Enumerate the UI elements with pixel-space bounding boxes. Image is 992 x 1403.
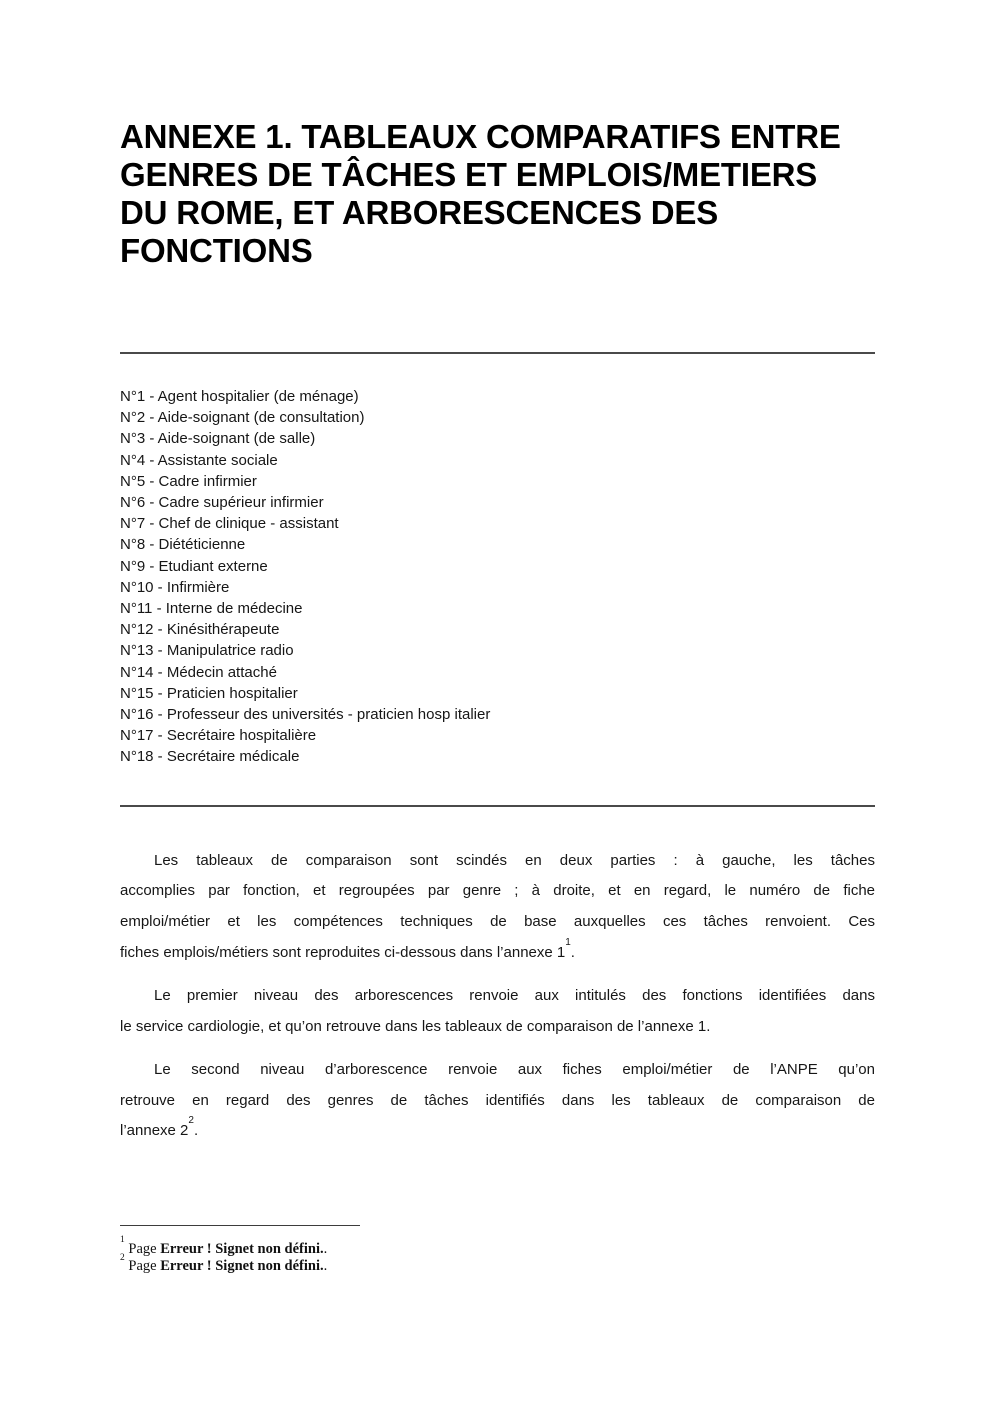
footnote-text: Page: [124, 1258, 161, 1275]
paragraph-3: [120, 1055, 875, 1147]
paragraph-text: .: [193, 1122, 199, 1140]
document-page: [120, 0, 875, 1403]
paragraph-line: [120, 1012, 875, 1043]
list-item: N°12 - Kinésithérapeute: [120, 621, 280, 639]
list-item: N°2 - Aide-soignant (de consultation): [120, 409, 365, 427]
page-title: [120, 118, 875, 270]
footnotes: [120, 1235, 875, 1276]
footnote-reference-2: 2: [188, 1115, 194, 1127]
paragraph-1: [120, 846, 875, 969]
list-item: N°16 - Professeur des universités - praticien hosp italier: [120, 706, 491, 724]
paragraph-line: Les tableaux de comparaison sont scindés en deux parties : à gauche, les tâches: [154, 851, 875, 869]
list-item: N°14 - Médecin attaché: [120, 663, 277, 681]
title-line: GENRES DE TÂCHES ET EMPLOIS/METIERS: [120, 156, 818, 193]
footnote-2: [120, 1252, 875, 1276]
separator-line-top: [120, 352, 875, 354]
footnote-reference-1: 1: [565, 936, 571, 948]
footnote-error-text: Erreur ! Signet non défini.: [160, 1240, 324, 1257]
footnote-text: .: [323, 1240, 328, 1257]
list-item: N°5 - Cadre infirmier: [120, 472, 257, 490]
list-item: N°18 - Secrétaire médicale: [120, 748, 300, 766]
list-item: N°3 - Aide-soignant (de salle): [120, 430, 316, 448]
list-item: N°11 - Interne de médecine: [120, 600, 303, 618]
footnote-marker: 1: [120, 1235, 125, 1246]
paragraph-line: Le premier niveau des arborescences renvoie aux intitulés des fonctions identifiées dans: [154, 987, 875, 1005]
footnote-marker: 2: [120, 1252, 125, 1263]
footnote-text: Page: [124, 1240, 161, 1257]
title-line: ANNEXE 1. TABLEAUX COMPARATIFS ENTRE: [120, 118, 841, 155]
list-item: N°10 - Infirmière: [120, 578, 230, 596]
paragraph-line: [120, 1116, 875, 1147]
list-item: N°8 - Diététicienne: [120, 536, 246, 554]
paragraph-line: accomplies par fonction, et regroupées par genre ; à droite, et en regard, le numéro de fiche: [120, 882, 875, 900]
footnote-1: [120, 1235, 875, 1259]
list-item: N°15 - Praticien hospitalier: [120, 684, 298, 702]
paragraph-text: .: [570, 943, 575, 961]
paragraph-line: Le second niveau d’arborescence renvoie aux fiches emploi/métier de l’ANPE qu’on: [154, 1060, 875, 1078]
list-item: N°13 - Manipulatrice radio: [120, 642, 294, 660]
footnote-error-text: Erreur ! Signet non défini.: [160, 1258, 324, 1275]
paragraph-2: [120, 981, 875, 1042]
title-line: DU ROME, ET ARBORESCENCES DES: [120, 194, 719, 231]
list-item: N°17 - Secrétaire hospitalière: [120, 727, 317, 745]
paragraph-line: [120, 938, 875, 969]
paragraph-text: le service cardiologie, et qu’on retrouve dans les tableaux de comparaison de l’annexe 1.: [120, 1018, 711, 1036]
footnote-separator: [120, 1225, 360, 1226]
functions-list: [120, 386, 875, 768]
list-item: N°7 - Chef de clinique - assistant: [120, 515, 339, 533]
list-item: N°9 - Etudiant externe: [120, 557, 268, 575]
title-line: FONCTIONS: [120, 232, 313, 269]
list-item: N°1 - Agent hospitalier (de ménage): [120, 388, 359, 405]
footnote-text: .: [323, 1258, 328, 1275]
list-item: N°6 - Cadre supérieur infirmier: [120, 494, 324, 512]
paragraph-line: emploi/métier et les compétences techniques de base auxquelles ces tâches renvoient. Ces: [120, 913, 875, 931]
paragraph-text: fiches emplois/métiers sont reproduites ci-dessous dans l’annexe 1: [120, 943, 566, 961]
list-item: N°4 - Assistante sociale: [120, 451, 278, 469]
paragraph-line: retrouve en regard des genres de tâches identifiés dans les tableaux de comparaison de: [120, 1091, 875, 1109]
paragraph-text: l’annexe 2: [120, 1122, 189, 1140]
separator-line-bottom: [120, 805, 875, 807]
